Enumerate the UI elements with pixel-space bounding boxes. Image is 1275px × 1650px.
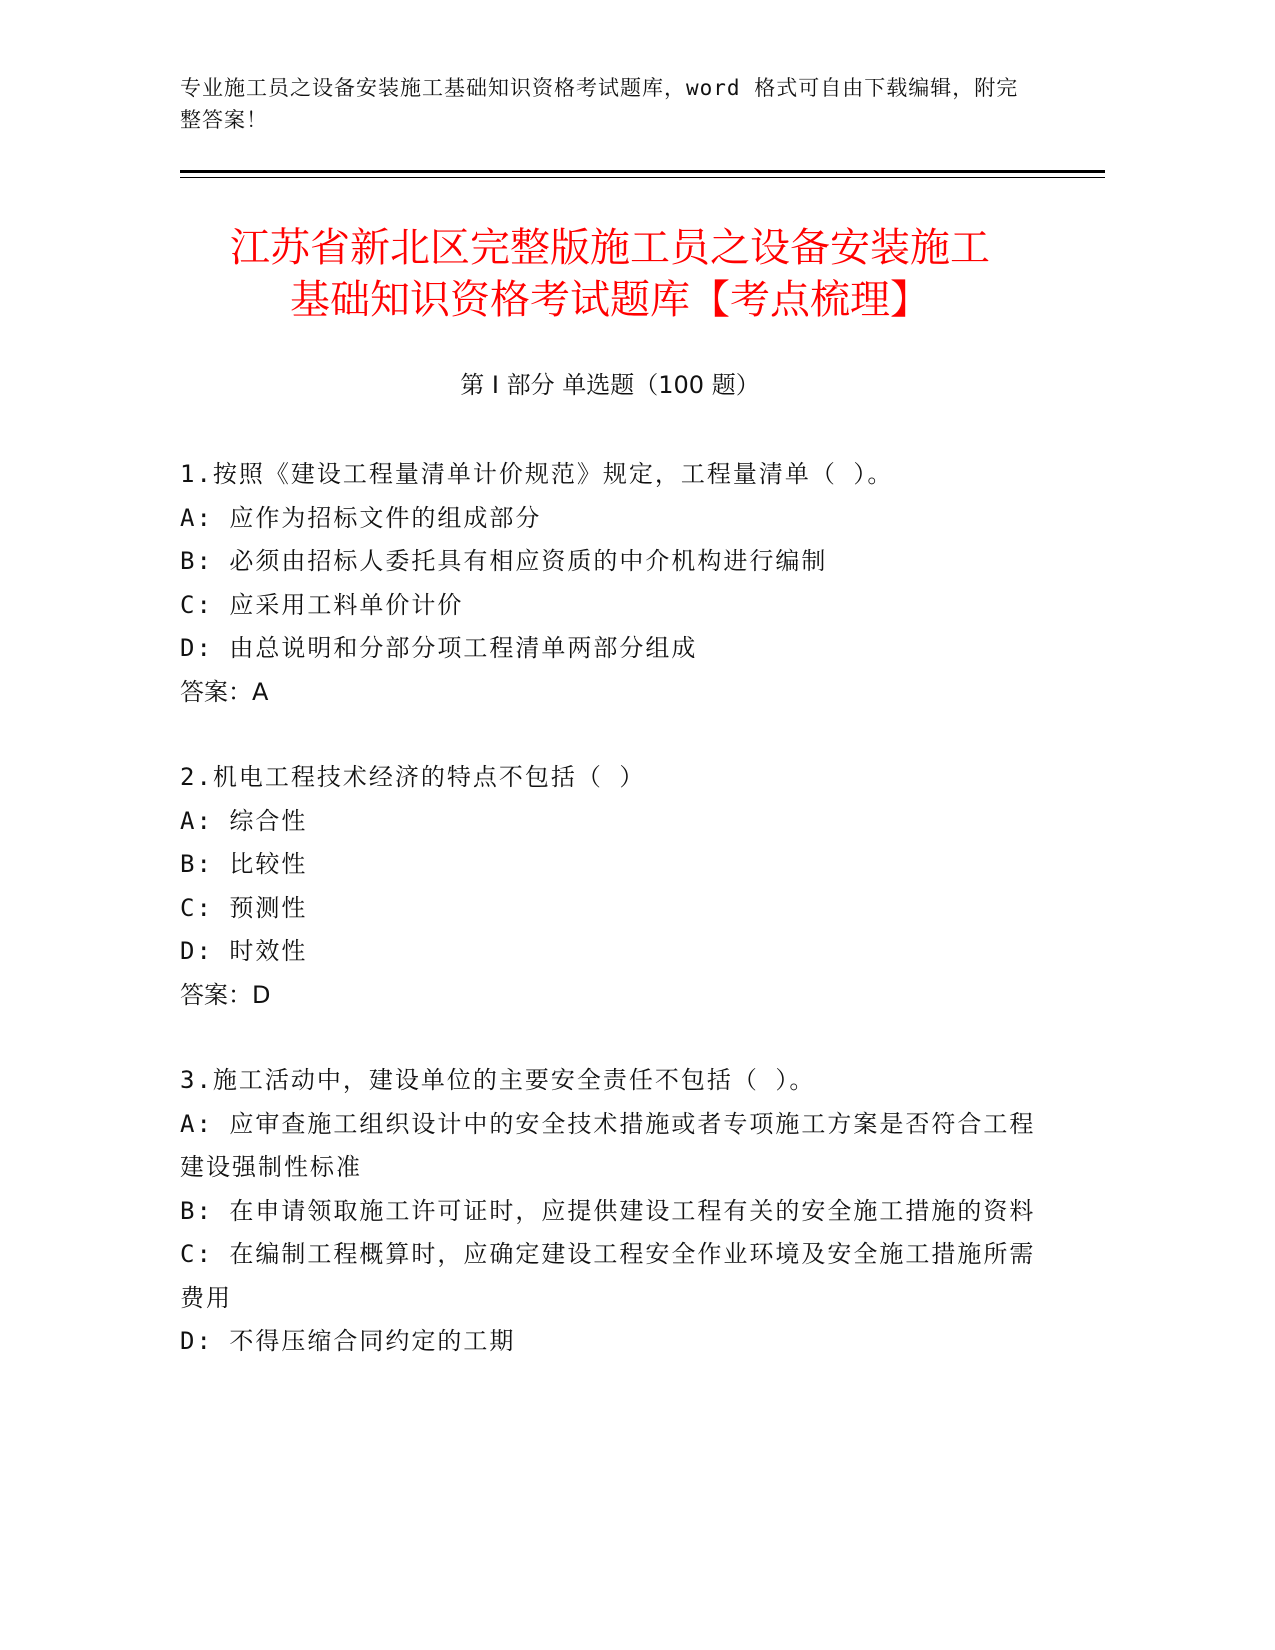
header-rule-thin [180,177,1105,178]
option-a: A: 应作为招标文件的组成部分 [180,503,542,532]
answer: 答案：D [180,980,271,1009]
question-stem: 1.按照《建设工程量清单计价规范》规定，工程量清单（ ）。 [180,460,894,488]
option-b: B: 在申请领取施工许可证时，应提供建设工程有关的安全施工措施的资料 [180,1196,1036,1225]
option-a: A: 综合性 [180,806,308,835]
question-3 [180,1059,1040,1364]
question-1 [180,453,1040,714]
option-d: D: 时效性 [180,937,308,965]
option-c: C: 预测性 [180,893,308,922]
header-note: 专业施工员之设备安装施工基础知识资格考试题库，word 格式可自由下载编辑，附完整答案！ [180,76,1019,132]
question-stem: 2.机电工程技术经济的特点不包括（ ） [180,763,646,791]
option-c: C: 应采用工料单价计价 [180,590,464,619]
question-stem: 3.施工活动中，建设单位的主要安全责任不包括（ ）。 [180,1066,816,1094]
option-d: D: 由总说明和分部分项工程清单两部分组成 [180,634,698,662]
question-2 [180,756,1040,1017]
option-b: B: 比较性 [180,850,308,878]
option-d: D: 不得压缩合同约定的工期 [180,1327,516,1355]
option-a: A: 应审查施工组织设计中的安全技术措施或者专项施工方案是否符合工程建设强制性标准 [180,1109,1036,1181]
answer: 答案：A [180,677,269,706]
header-rule-thick [180,170,1105,173]
option-b: B: 必须由招标人委托具有相应资质的中介机构进行编制 [180,547,828,575]
document-title-line-2: 基础知识资格考试题库【考点梳理】 [290,277,930,323]
document-title-line-1: 江苏省新北区完整版施工员之设备安装施工 [230,225,990,271]
document-title [160,222,1060,326]
option-c: C: 在编制工程概算时，应确定建设工程安全作业环境及安全施工措施所需费用 [180,1240,1036,1312]
section-title: 第 I 部分 单选题（100 题） [460,371,760,399]
question-list [180,453,1040,1406]
